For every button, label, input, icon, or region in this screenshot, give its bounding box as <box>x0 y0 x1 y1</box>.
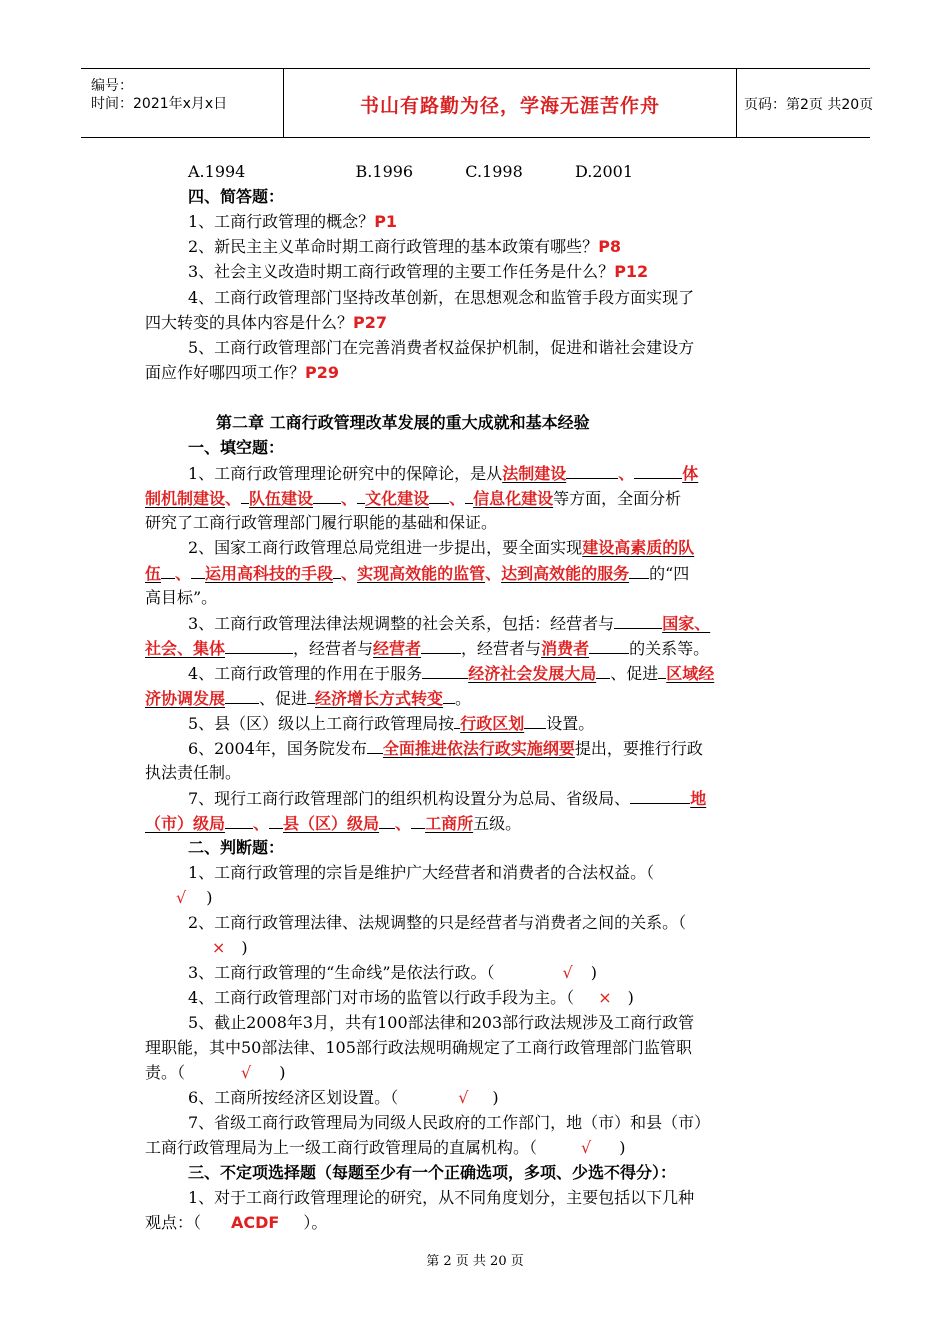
answer: 队伍建设 <box>249 489 314 508</box>
judge-2-line2: × ) <box>212 938 248 957</box>
fill-2-line1: 2、国家工商行政管理总局党组进一步提出，要全面实现建设高素质的队 <box>188 538 695 557</box>
answer: 国家、 <box>662 614 711 633</box>
fill-1-line2: 制机制建设、 队伍建设 、 文化建设 、 信息化建设等方面，全面分析 <box>145 489 682 508</box>
number-label: 编号： <box>91 78 133 94</box>
motto: 书山有路勤为径，学海无涯苦作舟 <box>359 95 660 117</box>
question-s4-4b: 四大转变的具体内容是什么？P27 <box>145 313 388 332</box>
fill-6-line2: 执法责任制。 <box>145 763 242 782</box>
answer: 县（区）级局 <box>283 814 380 833</box>
question-s4-5a: 5、工商行政管理部门在完善消费者权益保护机制，促进和谐社会建设方 <box>188 338 695 357</box>
answer: 济协调发展 <box>145 689 226 708</box>
answer: 达到高效能的服务 <box>501 564 630 583</box>
answer: 运用高科技的手段 <box>205 564 334 583</box>
fill-1-line1: 1、工商行政管理理论研究中的保障论，是从法制建设 、 体 <box>188 464 699 483</box>
answer: 区域经 <box>666 664 715 683</box>
cross-mark: × <box>598 988 612 1007</box>
fill-7-line1: 7、现行工商行政管理部门的组织机构设置分为总局、省级局、 地 <box>188 789 707 808</box>
fill-7-line2: （市）级局 、 县（区）级局 、 工商所五级。 <box>145 814 522 833</box>
multi-1-line1: 1、对于工商行政管理理论的研究，从不同角度划分，主要包括以下几种 <box>188 1188 695 1207</box>
answer: 建设高素质的队 <box>582 538 695 557</box>
answer: 经济增长方式转变 <box>315 689 444 708</box>
answer: 法制建设 <box>502 464 567 483</box>
fill-3-line1: 3、工商行政管理法律法规调整的社会关系，包括：经营者与 国家、 <box>188 614 711 633</box>
answer: ACDF <box>231 1213 280 1232</box>
judge-4: 4、工商行政管理部门对市场的监管以行政手段为主。（ × ) <box>188 988 634 1007</box>
answer: （市）级局 <box>145 814 226 833</box>
page-number-label: 页码：第2页 共20页 <box>744 97 874 113</box>
section-heading-multi-choice: 三、不定项选择题（每题至少有一个正确选项，多项、少选不得分）： <box>188 1163 677 1182</box>
judge-6: 6、工商所按经济区划设置。（ √ ) <box>188 1088 499 1107</box>
answer: 消费者 <box>541 639 590 658</box>
answer: 信息化建设 <box>473 489 554 508</box>
section-heading-fill: 一、填空题： <box>188 438 285 457</box>
page-ref: P29 <box>305 363 340 382</box>
fill-3-line2: 社会、集体 ，经营者与经营者 ，经营者与消费者 的关系等。 <box>145 639 710 658</box>
check-mark: √ <box>458 1088 469 1107</box>
fill-5: 5、县（区）级以上工商行政管理局按 行政区划 设置。 <box>188 714 595 733</box>
page-ref: P12 <box>614 262 649 281</box>
answer: 实现高效能的监管 <box>357 564 486 583</box>
cross-mark: × <box>212 938 226 957</box>
previous-choices <box>188 161 633 183</box>
check-mark: √ <box>581 1138 592 1157</box>
answer: 伍 <box>145 564 162 583</box>
answer: 经营者 <box>373 639 422 658</box>
fill-4-line1: 4、工商行政管理的作用在于服务 经济社会发展大局 、促进 区域经 <box>188 664 715 683</box>
answer: 制机制建设 <box>145 489 226 508</box>
page-ref: P1 <box>374 212 398 231</box>
check-mark: √ <box>176 888 187 907</box>
section-heading-short-answer: 四、简答题： <box>188 187 285 206</box>
choice-a: A.1994 <box>188 162 246 181</box>
choice-d: D.2001 <box>574 162 634 181</box>
judge-7-line2: 工商行政管理局为上一级工商行政管理局的直属机构。（ √ ) <box>145 1138 626 1157</box>
judge-5-line2: 理职能，其中50部法律、105部行政法规明确规定了工商行政管理部门监管职 <box>145 1038 692 1057</box>
question-s4-5b: 面应作好哪四项工作？P29 <box>145 363 340 382</box>
question-s4-1: 1、工商行政管理的概念？P1 <box>188 212 398 231</box>
answer: 文化建设 <box>365 489 430 508</box>
answer: 工商所 <box>425 814 474 833</box>
answer: 社会、集体 <box>145 639 226 658</box>
fill-1-line3: 研究了工商行政管理部门履行职能的基础和保证。 <box>145 513 498 532</box>
question-s4-4a: 4、工商行政管理部门坚持改革创新，在思想观念和监管手段方面实现了 <box>188 288 695 307</box>
answer: 行政区划 <box>460 714 525 733</box>
choice-c: C.1998 <box>465 162 523 181</box>
answer: 地 <box>690 789 707 808</box>
fill-2-line3: 高目标”。 <box>145 588 218 607</box>
question-s4-3: 3、社会主义改造时期工商行政管理的主要工作任务是什么？P12 <box>188 262 649 281</box>
judge-7-line1: 7、省级工商行政管理局为同级人民政府的工作部门，地（市）和县（市） <box>188 1113 711 1132</box>
judge-5-line1: 5、截止2008年3月，共有100部法律和203部行政法规涉及工商行政管 <box>188 1013 695 1032</box>
judge-1-line1: 1、工商行政管理的宗旨是维护广大经营者和消费者的合法权益。（ <box>188 863 655 882</box>
question-s4-2: 2、新民主主义革命时期工商行政管理的基本政策有哪些？P8 <box>188 237 622 256</box>
judge-5-line3: 责。（ √ ) <box>145 1063 286 1082</box>
multi-1-line2: 观点：（ ACDF ）。 <box>145 1213 328 1232</box>
fill-2-line2: 伍 、 运用高科技的手段 、实现高效能的监管、达到高效能的服务 的“四 <box>145 564 690 583</box>
check-mark: √ <box>562 963 573 982</box>
answer: 全面推进依法行政实施纲要 <box>382 739 575 758</box>
page-footer: 第 2 页 共 20 页 <box>426 1254 524 1269</box>
judge-3: 3、工商行政管理的“生命线”是依法行政。（ √ ) <box>188 963 597 982</box>
judge-1-line2: √ ) <box>176 888 213 907</box>
judge-2-line1: 2、工商行政管理法律、法规调整的只是经营者与消费者之间的关系。（ <box>188 913 687 932</box>
check-mark: √ <box>241 1063 252 1082</box>
fill-4-line2: 济协调发展 、促进 经济增长方式转变 。 <box>145 689 472 708</box>
date-label: 时间：2021年x月x日 <box>91 96 228 112</box>
section-heading-judge: 二、判断题： <box>188 838 285 857</box>
fill-6-line1: 6、2004年，国务院发布 全面推进依法行政实施纲要提出，要推行行政 <box>188 739 703 758</box>
chapter-title: 第二章 工商行政管理改革发展的重大成就和基本经验 <box>216 413 590 432</box>
page-ref: P27 <box>353 313 388 332</box>
page-ref: P8 <box>598 237 622 256</box>
choice-b: B.1996 <box>355 162 414 181</box>
answer: 体 <box>682 464 699 483</box>
answer: 经济社会发展大局 <box>468 664 597 683</box>
